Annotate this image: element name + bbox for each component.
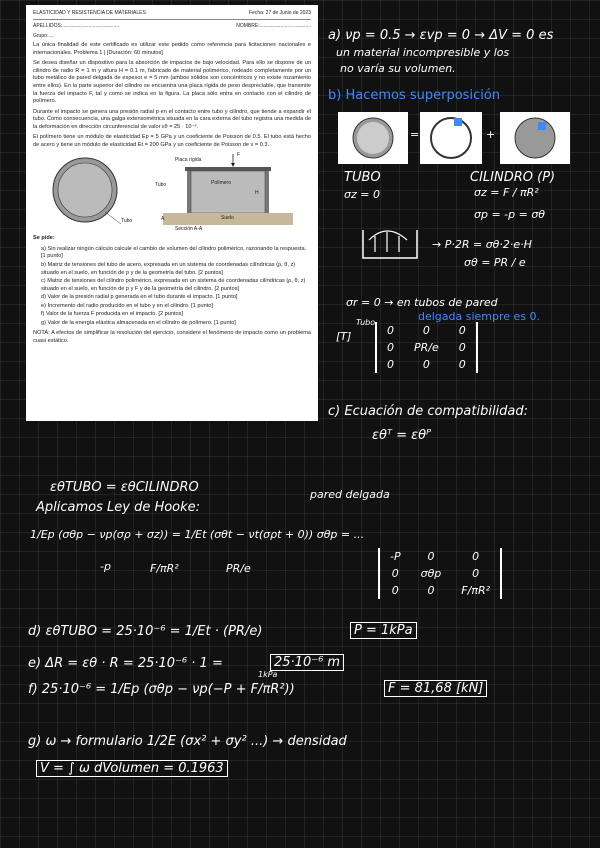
t-label-sup: Tubo (356, 318, 376, 327)
answer-a-line3: no varía su volumen. (340, 62, 456, 75)
nombre-field: NOMBRE:..................................... (236, 22, 311, 29)
label-placa: Placa rígida (175, 157, 202, 164)
se-pide: Se pide: (33, 235, 55, 242)
sz-tubo: σz = 0 (344, 188, 380, 201)
answer-g-result: V = ∫ ω dVolumen = 0.1963 (36, 760, 228, 777)
eq-tubo-cilindro: εθTUBO = εθCILINDRO (50, 480, 199, 495)
cross-section-figure (43, 152, 133, 232)
paper-header (33, 10, 311, 20)
nota-text: NOTA: A efectos de simplificar la resolución del ejercicio, considere el fenómeno de impacto como un problema cuasi estático. (33, 330, 311, 344)
intro-text: La única finalidad de este certificado es utilizar este pedido como referencia para licitaciones nacionales e internacionales. Problema 1 | [Duración: 60 minutos] (33, 42, 311, 56)
compatibility-eq: εθᵀ = εθᴾ (372, 428, 432, 443)
label-tubo-hw: TUBO (344, 170, 381, 185)
answer-g: g) ω → formulario 1/2E (σx² + σy² ...) → densidad (28, 734, 347, 749)
answer-d-result: P = 1kPa (350, 622, 417, 639)
grupo-field: Grupo:.... (33, 32, 54, 39)
question-f: f) Valor de la fuerza F producida en el impacto. [2 puntos] (41, 311, 183, 318)
label-seccion: Sección A-A (175, 226, 203, 233)
question-c: c) Matriz de tensiones del cilindro polimérico, expresada en un sistema de coordenadas cilíndricas (ρ, θ, z) situado en el suelo, en función de p y F y de la geometría del cilindro. [2 puntos] (41, 278, 306, 292)
sr-tubo: σr = 0 → en tubos de pared (346, 296, 498, 309)
course-title: ELASTICIDAD Y RESISTENCIA DE MATERIALES (33, 10, 146, 16)
problem-para-2: Durante el impacto se genera una presión radial p en el contacto entre tubo y cilindro, que tiende a expandir el tubo. Como consecuencia, una galga extensométrica situada en la cara externa del tubo registra una medida de la deformación en dirección circunferencial de valor εθ = 25 · 10⁻⁶. (33, 108, 311, 130)
pared-note: pared delgada (310, 488, 390, 501)
problem-para-3: El polímero tiene un módulo de elasticidad Ep = 5 GPa y un coeficiente de Poisson de 0.5. El tubo está hecho de acero y tiene un módulo de elasticidad Et = 200 GPa y un coeficiente de Poisson de ν = 0.3. (33, 134, 311, 148)
question-e: e) Incremento del radio producido en el tubo y en el cilindro. [1 punto] (41, 302, 213, 309)
problem-figure (33, 152, 311, 232)
sub-pr: PR/e (226, 562, 251, 575)
thumb-cilindro (500, 112, 570, 164)
answer-b-title: b) Hacemos superposición (328, 88, 501, 103)
sr-cilindro: σp = -p = σθ (474, 208, 546, 221)
answer-a-line1: a) νp = 0.5 → εvp = 0 → ΔV = 0 es (328, 28, 554, 43)
student-fields (33, 23, 311, 30)
label-cilindro-hw: CILINDRO (P) (470, 170, 556, 185)
f-sup: 1kPa (258, 670, 278, 679)
answer-e: e) ΔR = εθ · R = 25·10⁻⁶ · 1 = (28, 656, 223, 671)
eq-tubo-2: σθ = PR / e (464, 256, 526, 269)
t-label: [T] (336, 330, 352, 343)
hooke-eq: 1/Ep (σθp − νp(σρ + σz)) = 1/Et (σθt − νt(σρt + 0)) σθp = ... (30, 528, 365, 541)
answer-f: f) 25·10⁻⁶ = 1/Ep (σθp − νp(−P + F/πR²)) (28, 682, 295, 697)
question-b: b) Matriz de tensiones del tubo de acero, expresada en un sistema de coordenadas cilíndricas (ρ, θ, z) situado en el suelo, en función de p y de la geometría del tubo. [2 puntos] (41, 262, 296, 276)
eq-tubo-1: → P·2R = σθ·2·e·H (432, 238, 532, 251)
answer-e-result: 25·10⁻⁶ m (270, 654, 344, 671)
sub-p: -p (100, 560, 111, 573)
sr-tubo-2: delgada siempre es 0. (418, 310, 541, 323)
answer-f-result: F = 81,68 [kN] (384, 680, 487, 697)
label-f: F (237, 152, 241, 159)
question-list (33, 246, 311, 327)
hooke-title: Aplicamos Ley de Hooke: (36, 500, 201, 515)
exam-paper (26, 5, 318, 421)
thumb-tubo (338, 112, 408, 164)
question-a: a) Sin realizar ningún cálculo calcule el cambio de volumen del cilindro polimérico, razonando la respuesta. [1 punto] (41, 245, 307, 260)
apellidos-field: APELLIDOS:......................................... (33, 22, 120, 29)
label-tubo: Tubo (155, 182, 167, 189)
label-polimero: Polímero (211, 180, 232, 187)
question-d: d) Valor de la presión radial p generada en el tubo durante el impacto. [1 punto] (41, 294, 238, 301)
answer-d: d) εθTUBO = 25·10⁻⁶ = 1/Et · (PR/e) (28, 624, 263, 639)
answer-a-line2: un material incompresible y los (336, 46, 510, 59)
cylinder-stress-matrix: -P 0 0 0 σθp 0 0 0 F/πR² (378, 548, 502, 599)
sz-cilindro: σz = F / πR² (474, 186, 539, 199)
thumb-tubo-detail (420, 112, 482, 164)
answer-c-title: c) Ecuación de compatibilidad: (328, 404, 529, 419)
exam-date: Fecha: 27 de Junio de 2023 (249, 10, 311, 16)
label-tubo-2: Tubo (121, 218, 133, 225)
tube-pressure-sketch (355, 222, 425, 272)
label-a: A (161, 216, 165, 223)
tube-stress-matrix: 0 0 0 0 PR/e 0 0 0 0 (375, 322, 478, 373)
question-g: g) Valor de la energía elástica almacenada en el cilindro de polímero. [1 punto] (41, 319, 236, 326)
problem-para-1: Se desea diseñar un dispositivo para la absorción de impactos de bajo velocidad. Para ello se dispone de un cilindro de radio R = 1 m y altura H = 0.1 m, fabricado de material polimérico, rodeado completamente por un tubo metálico de pared delgada de espesor e = 5 mm (ambos sólidos son concéntricos y no existe rozamiento entre ellos). En la parte superior del cilindro se encuentra una placa rígida de peso despreciable, que transmite la fuerza del impacto F, tal y como se indica en la figura. La placa sólo entra en contacto con el cilindro de polímero. (33, 60, 311, 105)
label-h: H (255, 190, 259, 197)
sub-f: F/πR² (150, 562, 179, 575)
label-suelo: Suelo (221, 215, 234, 222)
